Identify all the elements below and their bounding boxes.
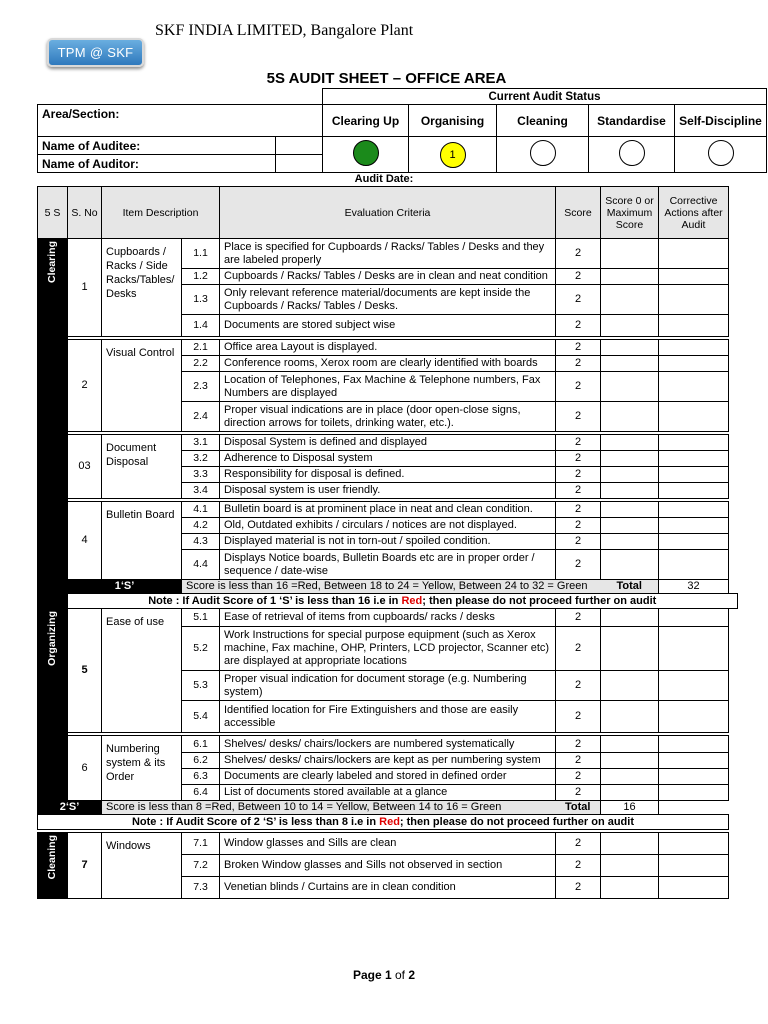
criterion-text: Broken Window glasses and Sills not observed in section	[220, 855, 556, 877]
section-label-organizing: Organizing	[46, 611, 58, 666]
criterion-number: 2.4	[182, 402, 220, 432]
criterion-number: 5.2	[182, 627, 220, 671]
max-score-cell[interactable]	[601, 671, 659, 701]
auditee-value[interactable]	[276, 137, 323, 155]
max-score-cell[interactable]	[601, 372, 659, 402]
criterion-number: 6.4	[182, 785, 220, 801]
criterion-score: 2	[556, 518, 601, 534]
item-description: Document Disposal	[102, 435, 182, 499]
indicator-clearing	[323, 137, 409, 173]
criterion-number: 1.3	[182, 285, 220, 315]
col-corrective-actions: Corrective Actions after Audit	[659, 187, 729, 239]
criterion-text: Proper visual indications are in place (door open-close signs, direction arrows for toilets, drinking water, etc.).	[220, 402, 556, 432]
criterion-score: 2	[556, 269, 601, 285]
section-label-clearing: Clearing	[46, 241, 58, 284]
corrective-action-cell[interactable]	[659, 671, 729, 701]
corrective-action-cell[interactable]	[659, 435, 729, 451]
corrective-action-cell[interactable]	[659, 372, 729, 402]
auditee-label: Name of Auditee:	[38, 137, 276, 155]
corrective-action-cell[interactable]	[659, 753, 729, 769]
criterion-score: 2	[556, 285, 601, 315]
max-score-cell[interactable]	[601, 483, 659, 499]
criterion-score: 2	[556, 402, 601, 432]
criterion-text: Conference rooms, Xerox room are clearly identified with boards	[220, 356, 556, 372]
criterion-text: Only relevant reference material/documents are kept inside the Cupboards / Racks/ Tables / Desks.	[220, 285, 556, 315]
criterion-text: Ease of retrieval of items from cupboards/ racks / desks	[220, 609, 556, 627]
max-score-cell[interactable]	[601, 467, 659, 483]
criterion-score: 2	[556, 502, 601, 518]
max-score-cell[interactable]	[601, 609, 659, 627]
col-5s: 5 S	[38, 187, 68, 239]
status-col-self-discipline: Self-Discipline	[675, 105, 767, 137]
auditor-value[interactable]	[276, 155, 323, 173]
status-col-clearing: Clearing Up	[323, 105, 409, 137]
criterion-score: 2	[556, 855, 601, 877]
max-score-cell[interactable]	[601, 550, 659, 580]
max-score-cell[interactable]	[601, 518, 659, 534]
total-rule-1s: Score is less than 16 =Red, Between 18 to 24 = Yellow, Between 24 to 32 = Green	[182, 580, 601, 594]
auditor-label: Name of Auditor:	[38, 155, 276, 173]
criterion-number: 7.2	[182, 855, 220, 877]
total-tag-1s: 1‘S’	[68, 580, 182, 594]
criterion-score: 2	[556, 785, 601, 801]
criterion-score: 2	[556, 356, 601, 372]
section-label-cleaning: Cleaning	[46, 835, 58, 880]
note-2s: Note : If Audit Score of 2 ‘S’ is less than 8 i.e in Red; then please do not proceed further on audit	[38, 815, 729, 830]
corrective-action-cell[interactable]	[659, 285, 729, 315]
criterion-text: Cupboards / Racks/ Tables / Desks are in clean and neat condition	[220, 269, 556, 285]
criterion-score: 2	[556, 315, 601, 337]
criterion-number: 4.2	[182, 518, 220, 534]
criterion-text: Office area Layout is displayed.	[220, 340, 556, 356]
max-score-cell[interactable]	[601, 451, 659, 467]
criterion-number: 5.4	[182, 701, 220, 733]
criterion-number: 2.1	[182, 340, 220, 356]
max-score-cell[interactable]	[601, 285, 659, 315]
audit-date-label: Audit Date:	[354, 173, 414, 185]
criterion-number: 3.4	[182, 483, 220, 499]
criterion-number: 3.1	[182, 435, 220, 451]
corrective-action-cell[interactable]	[659, 239, 729, 269]
max-score-cell[interactable]	[601, 239, 659, 269]
col-score: Score	[556, 187, 601, 239]
criterion-score: 2	[556, 372, 601, 402]
criterion-text: Shelves/ desks/ chairs/lockers are numbered systematically	[220, 736, 556, 753]
empty-circle-icon	[530, 140, 556, 166]
yellow-circle-icon: 1	[440, 142, 466, 168]
indicator-organising	[409, 137, 497, 173]
criterion-number: 1.4	[182, 315, 220, 337]
criterion-number: 2.2	[182, 356, 220, 372]
status-col-organising: Organising	[409, 105, 497, 137]
corrective-action-cell[interactable]	[659, 769, 729, 785]
criterion-score: 2	[556, 671, 601, 701]
total-label: Total	[556, 801, 601, 815]
note-1s: Note : If Audit Score of 1 ‘S’ is less than 16 i.e in Red; then please do not proceed further on audit	[68, 594, 738, 609]
area-section-label: Area/Section:	[38, 105, 323, 137]
indicator-standardise	[589, 137, 675, 173]
criterion-score: 2	[556, 534, 601, 550]
total-label: Total	[601, 580, 659, 594]
corrective-action-cell[interactable]	[659, 877, 729, 899]
corrective-action-cell[interactable]	[659, 518, 729, 534]
criterion-score: 2	[556, 550, 601, 580]
criterion-number: 4.4	[182, 550, 220, 580]
corrective-action-cell[interactable]	[659, 627, 729, 671]
criterion-text: List of documents stored available at a glance	[220, 785, 556, 801]
corrective-action-cell[interactable]	[659, 855, 729, 877]
item-number: 4	[68, 502, 102, 580]
corrective-action-cell[interactable]	[659, 534, 729, 550]
item-description: Numbering system & its Order	[102, 736, 182, 801]
criterion-number: 3.3	[182, 467, 220, 483]
criterion-score: 2	[556, 340, 601, 356]
criterion-score: 2	[556, 769, 601, 785]
criterion-text: Disposal system is user friendly.	[220, 483, 556, 499]
criterion-score: 2	[556, 877, 601, 899]
criterion-number: 6.1	[182, 736, 220, 753]
criterion-number: 4.3	[182, 534, 220, 550]
max-score-cell[interactable]	[601, 402, 659, 432]
max-score-cell[interactable]	[601, 315, 659, 337]
criterion-number: 2.3	[182, 372, 220, 402]
corrective-action-cell[interactable]	[659, 356, 729, 372]
max-score-cell[interactable]	[601, 435, 659, 451]
max-score-cell[interactable]	[601, 701, 659, 733]
max-score-cell[interactable]	[601, 356, 659, 372]
status-col-cleaning: Cleaning	[497, 105, 589, 137]
corrective-action-cell[interactable]	[659, 833, 729, 855]
corrective-action-cell[interactable]	[659, 402, 729, 432]
indicator-cleaning	[497, 137, 589, 173]
criterion-text: Venetian blinds / Curtains are in clean condition	[220, 877, 556, 899]
criterion-text: Adherence to Disposal system	[220, 451, 556, 467]
criterion-number: 7.3	[182, 877, 220, 899]
criterion-text: Proper visual indication for document storage (e.g. Numbering system)	[220, 671, 556, 701]
corrective-action-cell[interactable]	[659, 736, 729, 753]
company-name: SKF INDIA LIMITED, Bangalore Plant	[155, 22, 414, 39]
empty-circle-icon	[708, 140, 734, 166]
corrective-action-cell[interactable]	[659, 483, 729, 499]
max-score-cell[interactable]	[601, 785, 659, 801]
criterion-score: 2	[556, 701, 601, 733]
criterion-text: Responsibility for disposal is defined.	[220, 467, 556, 483]
criterion-score: 2	[556, 483, 601, 499]
criterion-text: Window glasses and Sills are clean	[220, 833, 556, 855]
green-circle-icon	[353, 140, 379, 166]
max-score-cell[interactable]	[601, 833, 659, 855]
item-number: 03	[68, 435, 102, 499]
criterion-number: 7.1	[182, 833, 220, 855]
criterion-number: 1.2	[182, 269, 220, 285]
max-score-cell[interactable]	[601, 502, 659, 518]
corrective-action-cell[interactable]	[659, 315, 729, 337]
max-score-cell[interactable]	[601, 534, 659, 550]
criterion-text: Work Instructions for special purpose equipment (such as Xerox machine, Fax machine, OHP, Printers, LCD projector, Scanner etc) are displayed at appropriate locations	[220, 627, 556, 671]
criterion-text: Displayed material is not in torn-out / spoiled condition.	[220, 534, 556, 550]
criterion-score: 2	[556, 609, 601, 627]
max-score-cell[interactable]	[601, 736, 659, 753]
item-description: Ease of use	[102, 609, 182, 733]
item-number: 1	[68, 239, 102, 337]
criterion-text: Location of Telephones, Fax Machine & Telephone numbers, Fax Numbers are displayed	[220, 372, 556, 402]
corrective-action-cell[interactable]	[659, 785, 729, 801]
corrective-action-cell[interactable]	[659, 340, 729, 356]
page-number: Page 1 of 2	[352, 968, 416, 982]
section-bar-cleaning	[38, 833, 68, 899]
col-sno: S. No	[68, 187, 102, 239]
criterion-score: 2	[556, 753, 601, 769]
section-bar-organizing	[38, 609, 68, 801]
max-score-cell[interactable]	[601, 769, 659, 785]
criterion-text: Old, Outdated exhibits / circulars / notices are not displayed.	[220, 518, 556, 534]
item-description: Windows	[102, 833, 182, 899]
item-number: 2	[68, 340, 102, 432]
criterion-text: Shelves/ desks/ chairs/lockers are kept as per numbering system	[220, 753, 556, 769]
max-score-cell[interactable]	[601, 340, 659, 356]
max-score-cell[interactable]	[601, 627, 659, 671]
status-col-standardise: Standardise	[589, 105, 675, 137]
col-item-description: Item Description	[102, 187, 220, 239]
criterion-number: 4.1	[182, 502, 220, 518]
max-score-cell[interactable]	[601, 269, 659, 285]
criterion-score: 2	[556, 467, 601, 483]
item-number: 6	[68, 736, 102, 801]
criterion-number: 6.2	[182, 753, 220, 769]
col-evaluation-criteria: Evaluation Criteria	[220, 187, 556, 239]
audit-table	[37, 186, 738, 899]
criterion-score: 2	[556, 435, 601, 451]
corrective-action-cell[interactable]	[659, 701, 729, 733]
criterion-number: 6.3	[182, 769, 220, 785]
criterion-score: 2	[556, 451, 601, 467]
criterion-text: Place is specified for Cupboards / Racks/ Tables / Desks and they are labeled properly	[220, 239, 556, 269]
item-number: 7	[68, 833, 102, 899]
criterion-number: 1.1	[182, 239, 220, 269]
current-status-heading: Current Audit Status	[323, 89, 767, 105]
criterion-text: Documents are stored subject wise	[220, 315, 556, 337]
total-value-1s: 32	[659, 580, 729, 594]
max-score-cell[interactable]	[601, 753, 659, 769]
corrective-action-cell[interactable]	[659, 451, 729, 467]
col-score-max: Score 0 or Maximum Score	[601, 187, 659, 239]
page-title: 5S AUDIT SHEET – OFFICE AREA	[266, 70, 507, 87]
criterion-number: 5.3	[182, 671, 220, 701]
corrective-action-cell[interactable]	[659, 609, 729, 627]
criterion-number: 3.2	[182, 451, 220, 467]
criterion-text: Disposal System is defined and displayed	[220, 435, 556, 451]
item-number: 5	[68, 609, 102, 733]
criterion-text: Documents are clearly labeled and stored in defined order	[220, 769, 556, 785]
total-tag-2s: 2‘S’	[38, 801, 102, 815]
item-description: Bulletin Board	[102, 502, 182, 580]
criterion-score: 2	[556, 736, 601, 753]
criterion-text: Identified location for Fire Extinguishers and those are easily accessible	[220, 701, 556, 733]
max-score-cell[interactable]	[601, 855, 659, 877]
corrective-action-cell[interactable]	[659, 502, 729, 518]
criterion-text: Displays Notice boards, Bulletin Boards etc are in proper order / sequence / date-wise	[220, 550, 556, 580]
total-value-2s: 16	[601, 801, 659, 815]
criterion-score: 2	[556, 833, 601, 855]
total-rule-2s: Score is less than 8 =Red, Between 10 to 14 = Yellow, Between 14 to 16 = Green	[102, 801, 556, 815]
item-description: Cupboards / Racks / Side Racks/Tables/ Desks	[102, 239, 182, 337]
criterion-text: Bulletin board is at prominent place in neat and clean condition.	[220, 502, 556, 518]
audit-status-table	[37, 88, 767, 173]
indicator-self-discipline	[675, 137, 767, 173]
criterion-score: 2	[556, 627, 601, 671]
corrective-action-cell[interactable]	[659, 269, 729, 285]
criterion-number: 5.1	[182, 609, 220, 627]
item-description: Visual Control	[102, 340, 182, 432]
empty-circle-icon	[619, 140, 645, 166]
corrective-action-cell[interactable]	[659, 467, 729, 483]
max-score-cell[interactable]	[601, 877, 659, 899]
criterion-score: 2	[556, 239, 601, 269]
corrective-action-cell[interactable]	[659, 550, 729, 580]
tpm-skf-logo: TPM @ SKF	[47, 38, 144, 67]
section-bar-clearing	[38, 239, 68, 609]
